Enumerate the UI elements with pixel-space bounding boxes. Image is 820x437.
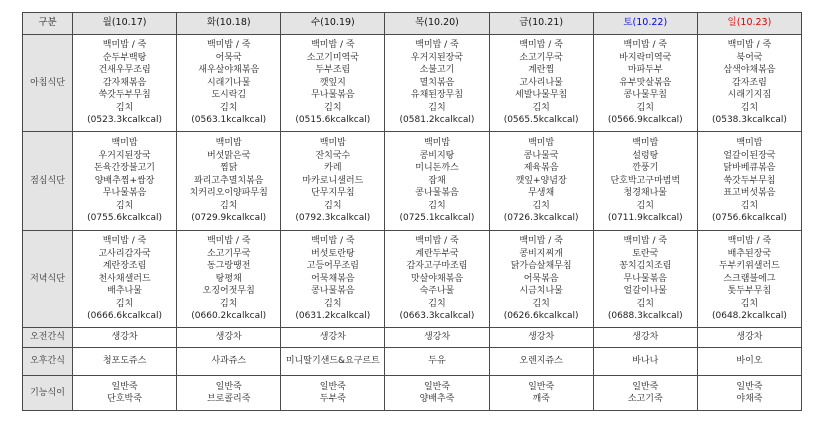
therapeutic-diet-sun-cell xyxy=(697,376,801,411)
menu-item: 쑥갓두부무침 xyxy=(723,175,776,186)
menu-item: 깻잎지 xyxy=(319,77,346,88)
menu-item: 미니돈까스 xyxy=(415,163,459,174)
menu-item: 표고버섯볶음 xyxy=(723,188,776,199)
menu-item: 건새우무조림 xyxy=(98,65,151,76)
menu-item: 우거지된장국 xyxy=(98,150,151,161)
menu-item: 김치 xyxy=(324,298,342,309)
menu-item: 두부조림 xyxy=(315,65,351,76)
header-day-sat: 토(10.22) xyxy=(593,13,697,35)
menu-item: 소고기미역국 xyxy=(306,52,359,63)
menu-item: 스크램블에그 xyxy=(723,273,776,284)
row-lunch xyxy=(23,132,802,231)
menu-item: 백미밥 / 죽 xyxy=(727,40,772,51)
menu-item: 배추나물 xyxy=(107,286,142,297)
menu-item: 우거지된장국 xyxy=(410,52,464,63)
menu-item: 무생채 xyxy=(528,188,555,199)
menu-item: 김치 xyxy=(740,298,759,309)
menu-item: 얼갈이된장국 xyxy=(723,150,776,161)
lunch-wed-cell xyxy=(281,132,385,231)
menu-item: 새우살야채볶음 xyxy=(198,65,260,76)
row-label-afternoon-snack: 오후간식 xyxy=(23,348,73,376)
menu-item: 김치 xyxy=(220,102,238,113)
morning-snack-tue-cell xyxy=(177,328,281,348)
menu-item: 백미밥 xyxy=(111,138,138,149)
menu-item: (0565.5kcalkcal) xyxy=(503,115,579,126)
morning-snack-sun-cell xyxy=(697,328,801,348)
menu-item: 김치 xyxy=(740,200,759,211)
menu-item: 맛살야채볶음 xyxy=(410,273,464,284)
menu-item: 닭가슴살채무침 xyxy=(510,261,572,272)
menu-item: 마파두부 xyxy=(627,65,663,76)
menu-item: 백미밥 / 죽 xyxy=(102,40,147,51)
menu-item: 청포도쥬스 xyxy=(102,356,147,367)
menu-item: 고사리감자국 xyxy=(98,248,151,259)
menu-item: 김치 xyxy=(428,298,446,309)
morning-snack-mon-cell xyxy=(73,328,177,348)
menu-item: 단호박고구마범벅 xyxy=(610,175,681,186)
menu-item: 감자고구마조림 xyxy=(406,261,468,272)
menu-item: (0566.9kcalkcal) xyxy=(607,115,683,126)
menu-item: 김치 xyxy=(532,102,550,113)
menu-item: 일반죽 xyxy=(736,381,763,392)
menu-item: 토란국 xyxy=(632,248,659,259)
menu-item: 제육볶음 xyxy=(523,163,559,174)
menu-item: 콩비지탕 xyxy=(419,150,455,161)
menu-item: 양배추죽 xyxy=(419,394,455,404)
menu-item: 사과쥬스 xyxy=(211,356,247,367)
menu-item: 닭바베큐볶음 xyxy=(723,163,776,174)
menu-item: (0631.2kcalkcal) xyxy=(295,311,371,322)
menu-item: (0755.6kcalkcal) xyxy=(87,213,162,224)
menu-item: 김치 xyxy=(428,102,446,113)
row-label-dinner: 저녁식단 xyxy=(23,231,73,328)
menu-item: 생강차 xyxy=(215,332,242,343)
header-day-mon: 월(10.17) xyxy=(73,13,177,35)
menu-item: 두유 xyxy=(428,356,446,367)
menu-item: 잡채 xyxy=(428,175,446,186)
menu-item: 김치 xyxy=(324,200,342,211)
menu-item: 소고기무국 xyxy=(519,52,563,63)
lunch-thu-cell xyxy=(385,132,489,231)
menu-item: 어묵볶음 xyxy=(523,273,559,284)
menu-item: (0726.3kcalkcal) xyxy=(503,213,579,224)
menu-item: 생강차 xyxy=(632,332,659,343)
menu-item: 계란두부국 xyxy=(415,248,459,259)
menu-item: 야채죽 xyxy=(736,394,763,404)
menu-item: 백미밥 xyxy=(632,138,659,149)
row-breakfast xyxy=(23,35,802,132)
menu-item: 천사채샐러드 xyxy=(98,273,151,284)
lunch-sun-cell xyxy=(697,132,801,231)
menu-item: 세발나물무침 xyxy=(515,90,568,101)
menu-item: 두부키위샐러드 xyxy=(718,261,780,272)
menu-item: 숙주나물 xyxy=(419,286,455,297)
menu-item: 김치 xyxy=(428,200,446,211)
morning-snack-thu-cell xyxy=(385,328,489,348)
afternoon-snack-fri-cell xyxy=(489,348,593,376)
menu-item: (0792.3kcalkcal) xyxy=(295,213,371,224)
menu-item: 김치 xyxy=(636,102,654,113)
menu-item: 단호박죽 xyxy=(107,394,142,404)
menu-item: 유부맛살볶음 xyxy=(619,77,672,88)
menu-item: 삼색야채볶음 xyxy=(723,65,776,76)
menu-item: 콩나물볶음 xyxy=(311,286,355,297)
menu-item: 백미밥 xyxy=(215,138,242,149)
menu-item: 마카로니샐러드 xyxy=(302,175,364,186)
menu-item: 콩나물무침 xyxy=(623,90,668,101)
menu-item: 브로콜리죽 xyxy=(206,394,251,404)
row-label-lunch: 점심식단 xyxy=(23,132,73,231)
menu-item: 백미밥 / 죽 xyxy=(311,40,355,51)
menu-item: 톳두부무침 xyxy=(727,286,772,297)
menu-item: 설렁탕 xyxy=(632,150,659,161)
header-day-tue: 화(10.18) xyxy=(177,13,281,35)
menu-item: (0666.6kcalkcal) xyxy=(87,311,162,322)
menu-item: 꽁치김치조림 xyxy=(619,261,672,272)
menu-item: 미니딸기샌드&요구르트 xyxy=(285,356,380,367)
menu-item: 깻잎+양념장 xyxy=(515,175,567,186)
menu-item: 일반죽 xyxy=(319,381,346,392)
menu-item: 백미밥 / 죽 xyxy=(206,236,251,247)
menu-item: 잔치국수 xyxy=(315,150,351,161)
header-category: 구분 xyxy=(23,13,73,35)
menu-item: 김치 xyxy=(532,200,550,211)
menu-item: 백미밥 / 죽 xyxy=(311,236,355,247)
weekly-meal-table xyxy=(22,12,802,411)
breakfast-sat-cell xyxy=(593,35,697,132)
menu-item: (0626.6kcalkcal) xyxy=(503,311,579,322)
breakfast-thu-cell xyxy=(385,35,489,132)
row-morning-snack xyxy=(23,328,802,348)
menu-item: 양배추찜+쌈장 xyxy=(94,175,155,186)
menu-item: 소불고기 xyxy=(419,65,455,76)
menu-item: 백미밥 / 죽 xyxy=(519,236,563,247)
lunch-tue-cell xyxy=(177,132,281,231)
menu-item: (0729.9kcalkcal) xyxy=(191,213,267,224)
menu-item: 일반죽 xyxy=(111,381,138,392)
menu-item: (0663.3kcalkcal) xyxy=(399,311,475,322)
therapeutic-diet-wed-cell xyxy=(281,376,385,411)
menu-item: 콩나물국 xyxy=(523,150,559,161)
menu-item: 백미밥 xyxy=(423,138,451,149)
dinner-thu-cell xyxy=(385,231,489,328)
menu-item: 백미밥 / 죽 xyxy=(206,40,251,51)
menu-item: 무나물볶음 xyxy=(102,188,147,199)
menu-item: 버섯토란탕 xyxy=(311,248,355,259)
menu-item: 무나물볶음 xyxy=(311,90,355,101)
menu-item: (0523.3kcalkcal) xyxy=(87,115,162,126)
menu-item: 북어국 xyxy=(736,52,763,63)
menu-item: 바나나 xyxy=(632,356,659,367)
menu-item: 김치 xyxy=(115,102,134,113)
menu-item: 쑥갓두부무침 xyxy=(98,90,151,101)
menu-item: 백미밥 xyxy=(736,138,763,149)
breakfast-tue-cell xyxy=(177,35,281,132)
dinner-wed-cell xyxy=(281,231,385,328)
menu-item: 일반죽 xyxy=(632,381,659,392)
menu-item: 일반죽 xyxy=(215,381,242,392)
dinner-tue-cell xyxy=(177,231,281,328)
menu-item: 계란찜 xyxy=(528,65,555,76)
therapeutic-diet-mon-cell xyxy=(73,376,177,411)
menu-item: 얼갈이나물 xyxy=(623,286,668,297)
therapeutic-diet-sat-cell xyxy=(593,376,697,411)
header-day-wed: 수(10.19) xyxy=(281,13,385,35)
afternoon-snack-mon-cell xyxy=(73,348,177,376)
menu-item: 백미밥 / 죽 xyxy=(415,40,459,51)
header-day-fri: 금(10.21) xyxy=(489,13,593,35)
menu-item: (0538.3kcalkcal) xyxy=(711,115,787,126)
menu-item: 김치 xyxy=(636,200,654,211)
menu-item: 동그랑땡전 xyxy=(206,261,251,272)
menu-item: 치커리오이양파무침 xyxy=(189,188,268,199)
menu-item: 김치 xyxy=(532,298,550,309)
menu-item: 생강차 xyxy=(111,332,138,343)
menu-item: (0756.6kcalkcal) xyxy=(711,213,787,224)
dinner-fri-cell xyxy=(489,231,593,328)
menu-item: 생강차 xyxy=(423,332,451,343)
menu-item: 깨죽 xyxy=(532,394,550,404)
morning-snack-wed-cell xyxy=(281,328,385,348)
menu-item: 백미밥 / 죽 xyxy=(727,236,772,247)
therapeutic-diet-fri-cell xyxy=(489,376,593,411)
menu-item: 소고기무국 xyxy=(206,248,251,259)
menu-item: (0688.3kcalkcal) xyxy=(607,311,683,322)
menu-item: 백미밥 / 죽 xyxy=(623,40,668,51)
menu-item: (0711.9kcalkcal) xyxy=(607,213,683,224)
menu-item: 고사리나물 xyxy=(519,77,563,88)
menu-item: 카레 xyxy=(324,163,342,174)
menu-item: 시금치나물 xyxy=(519,286,563,297)
menu-item: (0660.2kcalkcal) xyxy=(191,311,267,322)
menu-item: 순두부백탕 xyxy=(102,52,147,63)
menu-item: 김치 xyxy=(324,102,342,113)
lunch-fri-cell xyxy=(489,132,593,231)
morning-snack-fri-cell xyxy=(489,328,593,348)
breakfast-wed-cell xyxy=(281,35,385,132)
menu-item: 배추된장국 xyxy=(727,248,772,259)
breakfast-mon-cell xyxy=(73,35,177,132)
menu-item: 고등어무조림 xyxy=(306,261,359,272)
menu-item: 어묵국 xyxy=(215,52,242,63)
menu-item: 시래기나물 xyxy=(206,77,251,88)
menu-item: 백미밥 / 죽 xyxy=(415,236,459,247)
therapeutic-diet-tue-cell xyxy=(177,376,281,411)
menu-item: 일반죽 xyxy=(423,381,451,392)
afternoon-snack-sun-cell xyxy=(697,348,801,376)
header-day-sun: 일(10.23) xyxy=(697,13,801,35)
menu-item: 무나물볶음 xyxy=(623,273,668,284)
menu-item: 감자조림 xyxy=(732,77,767,88)
menu-item: 백미밥 / 죽 xyxy=(623,236,668,247)
afternoon-snack-sat-cell xyxy=(593,348,697,376)
menu-item: 김치 xyxy=(115,298,134,309)
afternoon-snack-tue-cell xyxy=(177,348,281,376)
menu-item: 도시락김 xyxy=(211,90,247,101)
menu-item: 멸치볶음 xyxy=(419,77,455,88)
dinner-mon-cell xyxy=(73,231,177,328)
dinner-sat-cell xyxy=(593,231,697,328)
menu-item: (0581.2kcalkcal) xyxy=(399,115,475,126)
menu-item: 감자채볶음 xyxy=(102,77,147,88)
menu-item: 바지락미역국 xyxy=(619,52,672,63)
menu-item: 생강차 xyxy=(736,332,763,343)
menu-item: 김치 xyxy=(220,200,238,211)
menu-item: 백미밥 xyxy=(528,138,555,149)
header-row xyxy=(23,13,802,35)
menu-item: 생강차 xyxy=(528,332,555,343)
menu-item: 생강차 xyxy=(319,332,346,343)
menu-item: 김치 xyxy=(636,298,654,309)
row-label-breakfast: 아침식단 xyxy=(23,35,73,132)
breakfast-sun-cell xyxy=(697,35,801,132)
row-label-therapeutic-diet: 기능식이 xyxy=(23,376,73,411)
row-dinner xyxy=(23,231,802,328)
morning-snack-sat-cell xyxy=(593,328,697,348)
breakfast-fri-cell xyxy=(489,35,593,132)
menu-item: 깐풍기 xyxy=(632,163,659,174)
afternoon-snack-wed-cell xyxy=(281,348,385,376)
menu-item: 김치 xyxy=(115,200,134,211)
menu-item: 찜닭 xyxy=(220,163,238,174)
menu-item: 콩비지찌개 xyxy=(519,248,563,259)
header-day-thu: 목(10.20) xyxy=(385,13,489,35)
menu-item: (0725.1kcalkcal) xyxy=(399,213,475,224)
menu-item: 백미밥 / 죽 xyxy=(519,40,563,51)
menu-item: 김치 xyxy=(220,298,238,309)
menu-item: 두부죽 xyxy=(319,394,346,404)
row-label-morning-snack: 오전간식 xyxy=(23,328,73,348)
menu-item: 돈육간장불고기 xyxy=(94,163,155,174)
dinner-sun-cell xyxy=(697,231,801,328)
menu-item: 유채된장무침 xyxy=(410,90,464,101)
menu-item: 버섯맑은국 xyxy=(206,150,251,161)
menu-item: 소고기죽 xyxy=(627,394,663,404)
menu-item: 백미밥 xyxy=(319,138,346,149)
menu-item: 청경채나물 xyxy=(623,188,668,199)
menu-item: 오렌지쥬스 xyxy=(519,356,563,367)
menu-item: 김치 xyxy=(740,102,759,113)
menu-item: 백미밥 / 죽 xyxy=(102,236,147,247)
menu-item: 바이오 xyxy=(736,356,763,367)
menu-item: 일반죽 xyxy=(528,381,555,392)
menu-item: 계란장조림 xyxy=(102,261,147,272)
menu-item: 콩나물볶음 xyxy=(415,188,459,199)
menu-item: 탕평채 xyxy=(215,273,242,284)
menu-item: 오징어젓무침 xyxy=(202,286,255,297)
lunch-sat-cell xyxy=(593,132,697,231)
menu-item: 꽈리고추멸치볶음 xyxy=(193,175,264,186)
row-afternoon-snack xyxy=(23,348,802,376)
row-therapeutic-diet xyxy=(23,376,802,411)
therapeutic-diet-thu-cell xyxy=(385,376,489,411)
menu-item: 단무지무침 xyxy=(311,188,355,199)
menu-item: (0515.6kcalkcal) xyxy=(295,115,371,126)
menu-item: (0648.2kcalkcal) xyxy=(711,311,787,322)
lunch-mon-cell xyxy=(73,132,177,231)
menu-item: (0563.1kcalkcal) xyxy=(191,115,267,126)
afternoon-snack-thu-cell xyxy=(385,348,489,376)
menu-item: 시래기지짐 xyxy=(727,90,772,101)
menu-item: 어묵채볶음 xyxy=(311,273,355,284)
